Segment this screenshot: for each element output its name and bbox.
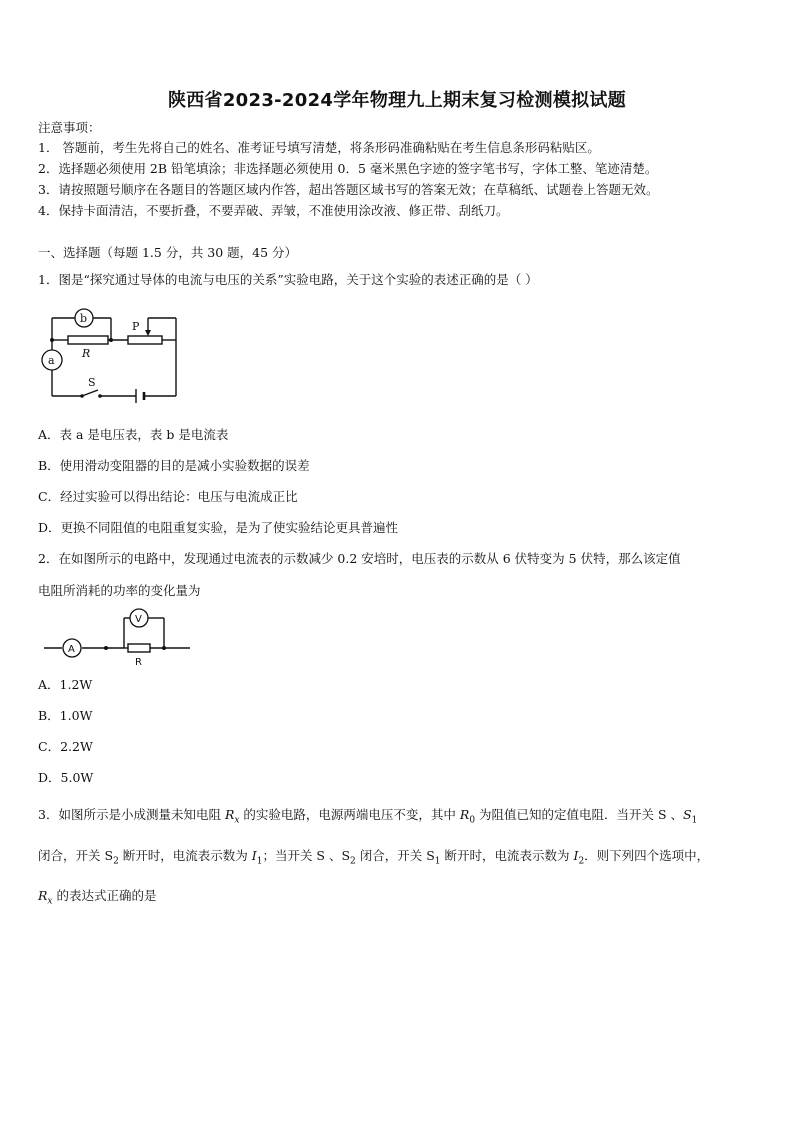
label-s: S (88, 376, 96, 389)
q2-stem-line2: 电阻所消耗的功率的变化量为 (38, 583, 201, 598)
q1-option-d: D．更换不同阻值的电阻重复实验，是为了使实验结论更具普遍性 (38, 520, 399, 535)
q1-option-a: A．表 a 是电压表，表 b 是电流表 (38, 427, 229, 442)
label-ammeter: A (68, 644, 75, 655)
label-r: R (82, 347, 91, 360)
q1-option-b: B．使用滑动变阻器的目的是减小实验数据的误差 (38, 458, 310, 473)
label-b: b (80, 312, 88, 325)
q1-circuit-diagram (36, 300, 186, 405)
q2-option-d: D．5.0W (38, 770, 94, 785)
q1-stem: 1．图是“探究通过导体的电流与电压的关系”实验电路，关于这个实验的表述正确的是（ ） (38, 272, 538, 287)
q3-stem-line3: $R_x$ 的表达式正确的是 (38, 888, 157, 907)
section-heading: 一、选择题（每题 1.5 分，共 30 题，45 分） (38, 245, 298, 260)
notice-item-3: 3．请按照题号顺序在各题目的答题区域内作答，超出答题区域书写的答案无效；在草稿纸、试题卷上答题无效。 (38, 182, 659, 197)
q3-stem-line2: 闭合，开关 $S_2$ 断开时，电流表示数为 $I_1$；当开关 S 、$S_2$ 闭合，开关 $S_1$ 断开时，电流表示数为 $I_2$．则下列四个选项中， (38, 848, 710, 867)
q2-circuit-diagram (44, 604, 194, 670)
q2-stem-line1: 2．在如图所示的电路中，发现通过电流表的示数减少 0.2 安培时，电压表的示数从 6 伏特变为 5 伏特，那么该定值 (38, 551, 681, 566)
notice-item-4: 4．保持卡面清洁，不要折叠，不要弄破、弄皱，不准使用涂改液、修正带、刮纸刀。 (38, 203, 509, 218)
q1-option-c: C．经过实验可以得出结论：电压与电流成正比 (38, 489, 298, 504)
q3-stem-line1: 3．如图所示是小成测量未知电阻 $R_x$ 的实验电路，电源两端电压不变，其中 $R_0$ 为阻值已知的定值电阻．当开关 S 、$S_1$ (38, 807, 698, 826)
notice-item-1: 1． 答题前，考生先将自己的姓名、准考证号填写清楚，将条形码准确粘贴在考生信息条形码粘贴区。 (38, 140, 600, 155)
q2-option-b: B．1.0W (38, 708, 93, 723)
notice-heading: 注意事项： (38, 120, 101, 135)
label-p: P (132, 320, 140, 333)
q2-option-c: C．2.2W (38, 739, 93, 754)
q2-option-a: A．1.2W (38, 677, 93, 692)
label-voltmeter: V (135, 614, 142, 625)
label-a: a (48, 354, 55, 367)
notice-item-2: 2．选择题必须使用 2B 铅笔填涂；非选择题必须使用 0．5 毫米黑色字迹的签字笔书写，字体工整、笔迹清楚。 (38, 161, 658, 176)
page-title: 陕西省2023-2024学年物理九上期末复习检测模拟试题 (167, 90, 627, 111)
label-resistor: R (135, 657, 142, 668)
